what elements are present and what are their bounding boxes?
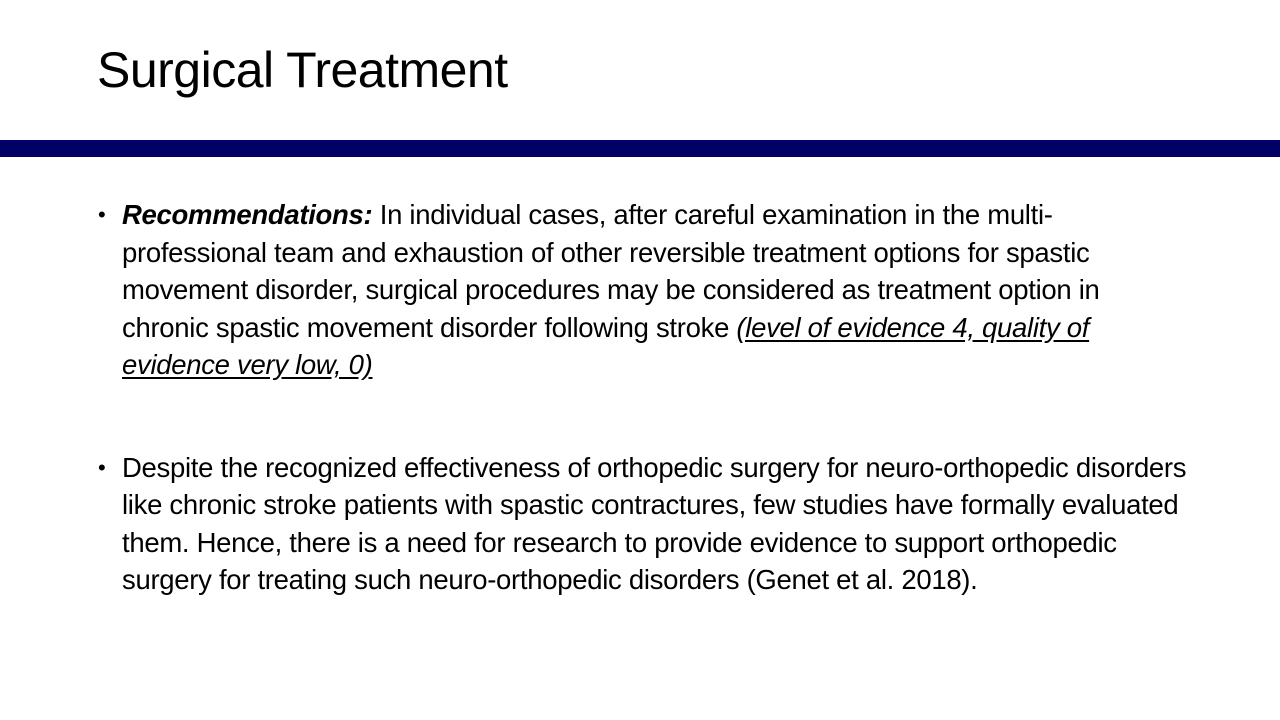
slide-title: Surgical Treatment [97,42,508,98]
bullet-marker: • [98,454,106,480]
recommendations-text: In individual cases, after careful examination in the multi-professional team and exhaustion of other reversible treatment options for spastic movement disorder, surgical procedures may be considered as treatment option in chronic spastic movement disorder following stroke [122,199,1100,343]
bullet-marker: • [98,202,106,227]
bullet-list [98,196,1188,599]
title-divider-bar [0,140,1280,157]
bullet-research-need [98,449,1188,599]
research-need-text: Despite the recognized effectiveness of orthopedic surgery for neuro-orthopedic disorders like chronic stroke patients with spastic contractures, few studies have formally evaluated them. Hence, there is a need for research to provide evidence to support orthopedic surgery for treating such neuro-orthopedic disorders (Genet et al. 2018). [122,451,1187,595]
recommendations-label: Recommendations: [122,199,373,230]
evidence-level-note: (level of evidence 4, quality of evidence very low, 0) [122,311,1090,380]
bullet-recommendations [98,196,1188,384]
